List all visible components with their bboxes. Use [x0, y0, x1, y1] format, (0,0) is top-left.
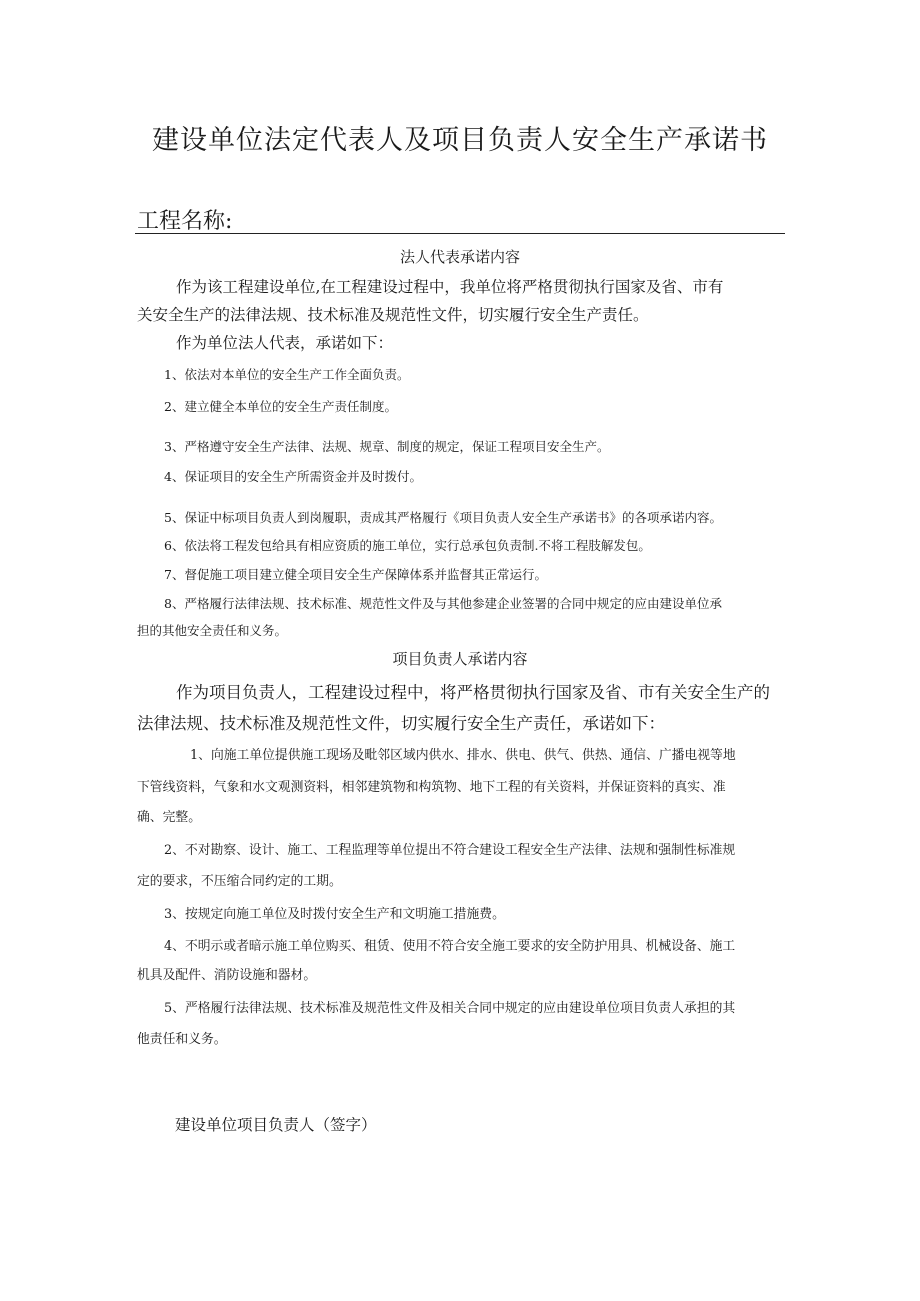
legal-item: 2、建立健全本单位的安全生产责任制度。: [164, 399, 397, 414]
legal-intro-line: 作为该工程建设单位,在工程建设过程中，我单位将严格贯彻执行国家及省、市有: [176, 278, 724, 296]
manager-item: 定的要求，不压缩合同约定的工期。: [137, 874, 342, 889]
manager-item: 下管线资料，气象和水文观测资料，相邻建筑物和构筑物、地下工程的有关资料，并保证资料的真实、准: [137, 780, 726, 795]
manager-item: 4、不明示或者暗示施工单位购买、租赁、使用不符合安全施工要求的安全防护用具、机械设备、施工: [164, 939, 736, 954]
manager-section-heading: 项目负责人承诺内容: [392, 650, 528, 668]
legal-intro-line: 关安全生产的法律法规、技术标准及规范性文件，切实履行安全生产责任。: [137, 306, 649, 324]
legal-item: 5、保证中标项目负责人到岗履职，责成其严格履行《项目负责人安全生产承诺书》的各项承诺内容。: [164, 510, 722, 525]
manager-intro-line: 法律法规、技术标准及规范性文件，切实履行安全生产责任，承诺如下：: [137, 714, 665, 733]
manager-item: 1、向施工单位提供施工现场及毗邻区域内供水、排水、供电、供气、供热、通信、广播电视等地: [190, 748, 736, 763]
legal-item: 担的其他安全责任和义务。: [137, 623, 288, 638]
legal-item: 4、保证项目的安全生产所需资金并及时拨付。: [164, 469, 422, 484]
legal-item: 8、严格履行法律法规、技术标准、规范性文件及与其他参建企业签署的合同中规定的应由建设单位承: [164, 596, 722, 611]
legal-section-heading: 法人代表承诺内容: [399, 248, 520, 266]
legal-intro-line: 作为单位法人代表，承诺如下：: [176, 334, 394, 352]
document-title: 建设单位法定代表人及项目负责人安全生产承诺书: [152, 125, 768, 156]
manager-item: 3、按规定向施工单位及时拨付安全生产和文明施工措施费。: [164, 907, 505, 922]
manager-item: 2、不对勘察、设计、施工、工程监理等单位提出不符合建设工程安全生产法律、法规和强制性标准规: [164, 843, 736, 858]
manager-item: 5、严格履行法律法规、技术标准及规范性文件及相关合同中规定的应由建设单位项目负责人承担的其: [164, 1001, 736, 1016]
project-name-label: 工程名称:: [137, 209, 233, 234]
manager-intro-line: 作为项目负责人，工程建设过程中，将严格贯彻执行国家及省、市有关安全生产的: [176, 683, 770, 702]
legal-item: 1、依法对本单位的安全生产工作全面负责。: [164, 367, 410, 382]
manager-item: 他责任和义务。: [137, 1032, 227, 1047]
project-name-underline: [135, 233, 785, 234]
manager-item: 机具及配件、消防设施和器材。: [137, 968, 317, 983]
signature-label: 建设单位项目负责人（签字）: [175, 1116, 377, 1134]
legal-item: 6、依法将工程发包给具有相应资质的施工单位，实行总承包负责制.不将工程肢解发包。: [164, 538, 651, 553]
manager-item: 确、完整。: [137, 810, 201, 825]
legal-item: 3、严格遵守安全生产法律、法规、规章、制度的规定，保证工程项目安全生产。: [164, 439, 610, 454]
legal-item: 7、督促施工项目建立健全项目安全生产保障体系并监督其正常运行。: [164, 567, 547, 582]
